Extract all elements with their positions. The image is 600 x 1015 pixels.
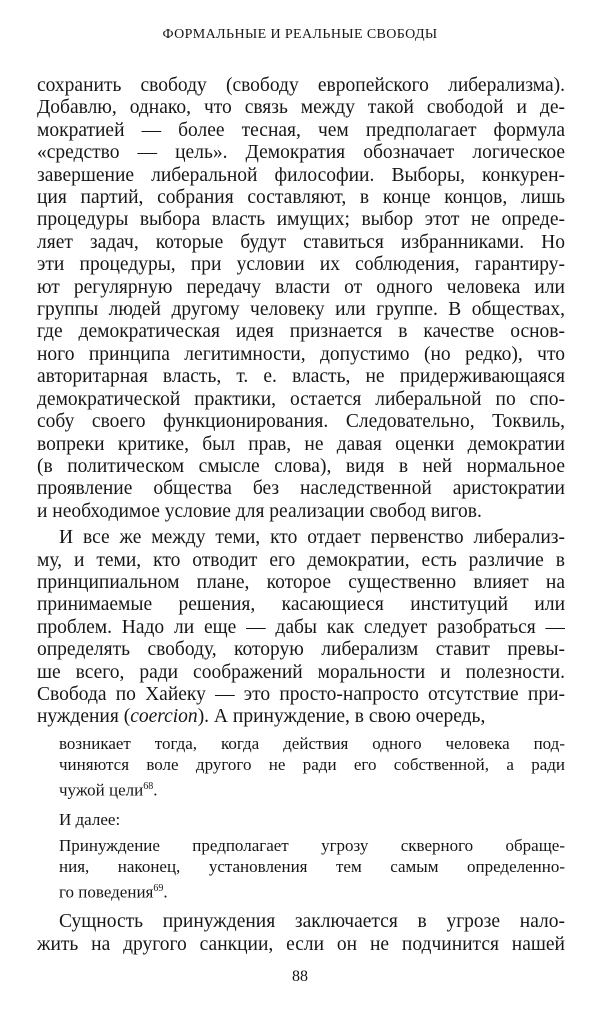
text-line: му, и теми, кто отводит его демократии, есть различие в [37,549,565,571]
text-line: принципиальном плане, которое существенно влияет на [37,571,565,593]
text-line: демократической практики, остается либеральной по спо- [37,388,565,410]
text-line: жить на другого санкции, если он не подчинится нашей [37,933,565,955]
paragraph-2 [37,527,565,729]
connector-text: И далее: [59,810,121,830]
quote-line: возникает тогда, когда действия одного человека под- [59,733,565,753]
italic-term: coercion [130,706,198,728]
quote-line: чиняются воле другого не ради его собственной, а ради [59,755,565,775]
text-line: группы людей другому человеку или группе. В обществах, [37,299,565,321]
text-line: завершение либеральной философии. Выборы, конкурен- [37,164,565,186]
text-line: принимаемые решения, касающиеся институций или [37,594,565,616]
block-quote-1 [37,733,565,801]
text-run: . [163,882,168,902]
text-line: вопреки критике, был прав, не давая оценки демократии [37,433,565,455]
text-line: ного принципа легитимности, допустимо (но редко), что [37,343,565,365]
text-line [37,706,565,728]
text-run: го поведения [59,882,154,902]
quote-line [59,776,565,801]
text-line: сохранить свободу (свободу европейского либерализма). [37,75,565,96]
text-line: Сущность принуждения заключается в угрозе нало- [59,911,565,933]
page-number: 88 [292,968,308,985]
text-run: нуждения ( [37,706,131,728]
text-line: эти процедуры, при условии их соблюдения, гарантиру- [37,254,565,276]
text-line: проблем. Надо ли еще — дабы как следует разобраться — [37,616,565,638]
text-line: ляет задач, которые будут ставиться избранниками. Но [37,231,565,253]
text-run: . [153,780,158,800]
footnote-ref: 68 [143,780,154,792]
quote-line [59,878,565,903]
footnote-ref: 69 [153,883,164,894]
text-line: определять свободу, которую либерализм ставит превы- [37,639,565,661]
text-line: мократией — более тесная, чем предполагает формула [37,119,565,141]
paragraph-3 [37,911,565,956]
text-line: и необходимое условие для реализации свобод вигов. [37,500,482,522]
quote-line: Принуждение предполагает угрозу скверного обраще- [59,835,565,855]
connector-line [37,809,565,831]
text-line: проявление общества без наследственной аристократии [37,478,565,500]
text-line: ше всего, ради соображений моральности и полезности. [37,661,565,683]
running-header: ФОРМАЛЬНЫЕ И РЕАЛЬНЫЕ СВОБОДЫ [162,27,438,42]
text-line: процедуры выбора власть имущих; выбор этот не опреде- [37,209,565,231]
paragraph-1 [37,75,565,523]
body-text [37,75,565,956]
text-line: собу своего функционирования. Следовательно, Токвиль, [37,411,565,433]
text-line: И все же между теми, кто отдает первенство либерализ- [59,527,565,549]
text-line: Добавлю, однако, что связь между такой свободой и де- [37,97,565,119]
block-quote-2 [37,835,565,903]
text-line: где демократическая идея признается в качестве основ- [37,321,565,343]
text-run: чужой цели [59,780,144,800]
text-line: ют регулярную передачу власти от одного человека или [37,276,565,298]
text-run: ). А принуждение, в свою очередь, [197,706,486,728]
quote-line: ния, наконец, установления тем самым определенно- [59,857,565,877]
text-line: Свобода по Хайеку — это просто-напросто отсутствие при- [37,683,565,705]
text-line: (в политическом смысле слова), видя в ней нормальное [37,455,565,477]
text-line: «средство — цель». Демократия обозначает логическое [37,142,565,164]
text-line: авторитарная власть, т. е. власть, не придерживающаяся [37,366,565,388]
text-line: ция партий, собрания составляют, в конце концов, лишь [37,187,565,209]
